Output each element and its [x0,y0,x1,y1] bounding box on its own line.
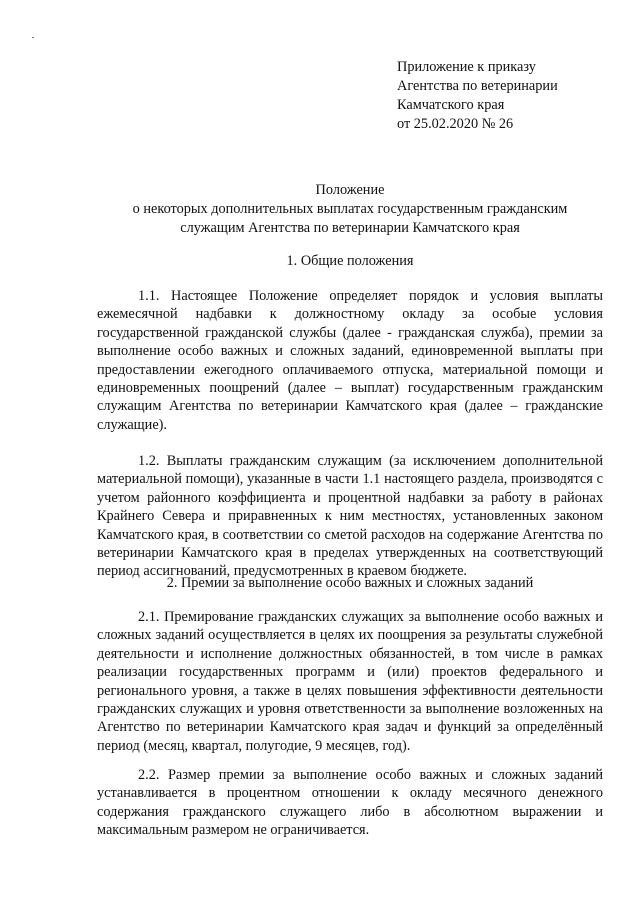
appendix-line: Агентства по ветеринарии [397,78,558,94]
paragraph-1-1: 1.1. Настоящее Положение определяет порядок и условия выплаты ежемесячной надбавки к должностному окладу за особые условия государственной гражданской службы (далее - гражданская служба), премии за выполнение особо важных и сложных заданий, единовременной выплаты при предоставлении ежегодного оплачиваемого отпуска, материальной помощи и единовременных поощрений (далее – выплат) государственным гражданским служащим Агентства по ветеринарии Камчатского края (далее – гражданские служащие). [97,288,603,433]
appendix-line: Приложение к приказу [397,59,536,75]
paragraph-2-1: 2.1. Премирование гражданских служащих за выполнение особо важных и сложных заданий осуществляется в целях их поощрения за результаты служебной деятельности и исполнение должностных обязанностей, в том числе в рамках реализации государственных программ и (или) проектов федерального и регионального уровня, а также в целях повышения эффективности деятельности гражданских служащих и уровня ответственности за выполнение возложенных на Агентство по ветеринарии Камчатского края задач и функций за определённый период (месяц, квартал, полугодие, 9 месяцев, год). [97,609,603,754]
paragraph-1-2: 1.2. Выплаты гражданским служащим (за исключением дополнительной материальной помощи), указанные в части 1.1 настоящего раздела, производятся с учетом районного коэффициента и процентной надбавки за работу в районах Крайнего Севера и приравненных к ним местностях, установленных законом Камчатского края, в соответствии со сметой расходов на содержание Агентства по ветеринарии Камчатского края в пределах утвержденных на соответствующий период ассигнований, предусмотренных в краевом бюджете. [97,453,603,580]
title-subline: служащим Агентства по ветеринарии Камчатского края [180,220,520,236]
section-heading: 2. Премии за выполнение особо важных и сложных заданий [166,575,534,591]
appendix-line: от 25.02.2020 № 26 [397,116,514,132]
appendix-note [397,58,558,134]
appendix-line: Камчатского края [397,97,505,113]
title-heading: Положение [315,182,385,198]
section-heading: 1. Общие положения [286,253,414,269]
scan-speck [32,37,34,38]
paragraph-2-2: 2.2. Размер премии за выполнение особо важных и сложных заданий устанавливается в процентном отношении к окладу месячного денежного содержания гражданского служащего либо в абсолютном выражении и максимальным размером не ограничивается. [97,767,603,839]
title-subline: о некоторых дополнительных выплатах государственным гражданским [132,201,568,217]
document-title [80,181,620,238]
